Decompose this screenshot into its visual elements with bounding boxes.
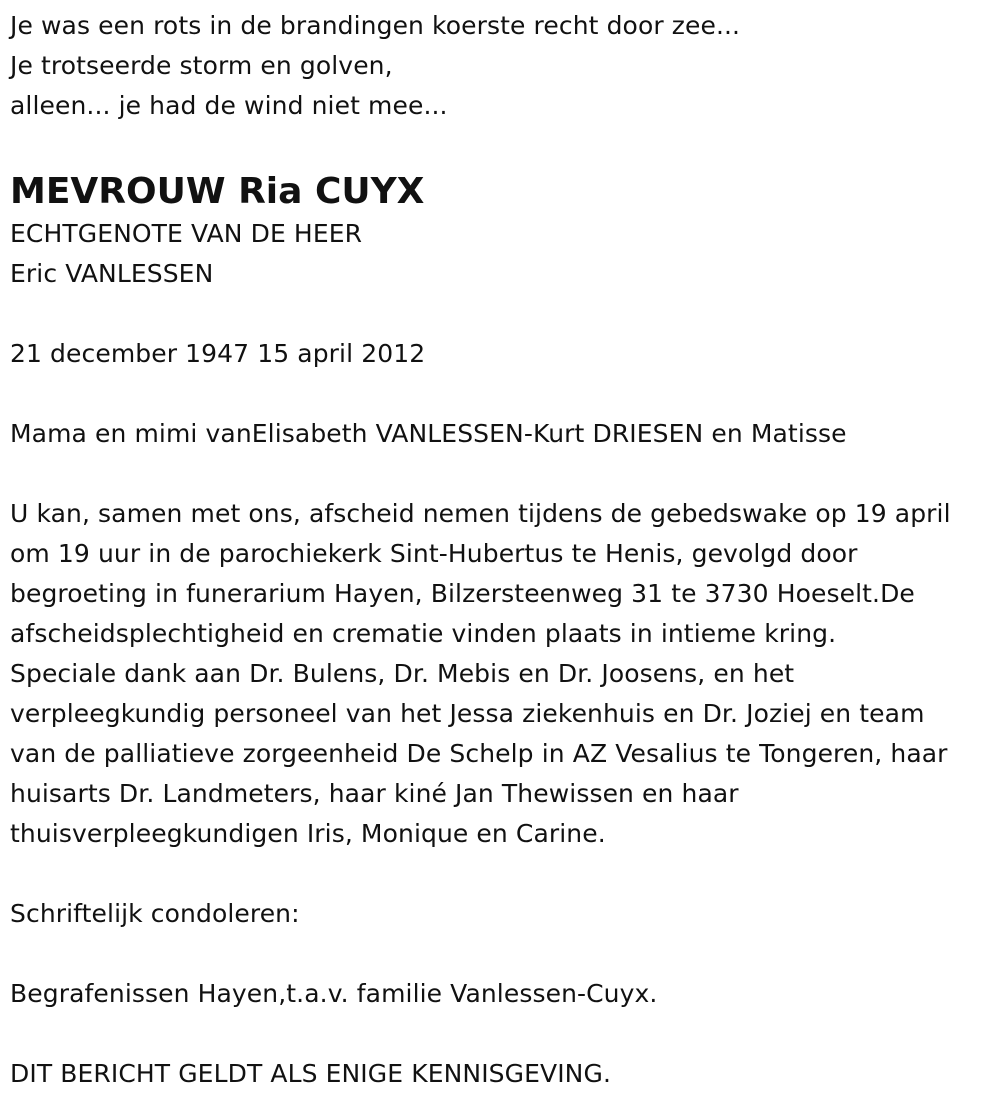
death-notice [10,0,995,1094]
notice-statement: DIT BERICHT GELDT ALS ENIGE KENNISGEVING. [10,1059,611,1088]
poem-line: alleen... je had de wind niet mee... [10,91,448,120]
paragraph-line: om 19 uur in de parochiekerk Sint-Hubertus te Henis, gevolgd door [10,539,858,568]
family-line: Mama en mimi vanElisabeth VANLESSEN-Kurt DRIESEN en Matisse [10,419,847,448]
paragraph-line: van de palliatieve zorgeenheid De Schelp in AZ Vesalius te Tongeren, haar [10,739,948,768]
paragraph-line: afscheidsplechtigheid en crematie vinden plaats in intieme kring. [10,619,837,648]
poem [10,6,995,126]
spouse-title: ECHTGENOTE VAN DE HEER [10,219,363,248]
poem-line: Je was een rots in de brandingen koerste recht door zee... [10,11,741,40]
condolence-address: Begrafenissen Hayen,t.a.v. familie Vanlessen-Cuyx. [10,979,658,1008]
paragraph-line: begroeting in funerarium Hayen, Bilzersteenweg 31 te 3730 Hoeselt.De [10,579,915,608]
paragraph-line: Speciale dank aan Dr. Bulens, Dr. Mebis en Dr. Joosens, en het [10,659,795,688]
life-dates: 21 december 1947 15 april 2012 [10,339,426,368]
poem-line: Je trotseerde storm en golven, [10,51,393,80]
paragraph-line: verpleegkundig personeel van het Jessa ziekenhuis en Dr. Joziej en team [10,699,925,728]
condolence-label: Schriftelijk condoleren: [10,899,300,928]
paragraph-line: huisarts Dr. Landmeters, haar kiné Jan Thewissen en haar [10,779,739,808]
paragraph-line: U kan, samen met ons, afscheid nemen tijdens de gebedswake op 19 april [10,499,951,528]
spouse-name: Eric VANLESSEN [10,259,214,288]
farewell-paragraph [10,494,995,854]
paragraph-line: thuisverpleegkundigen Iris, Monique en Carine. [10,819,606,848]
deceased-name: MEVROUW Ria CUYX [10,171,425,212]
